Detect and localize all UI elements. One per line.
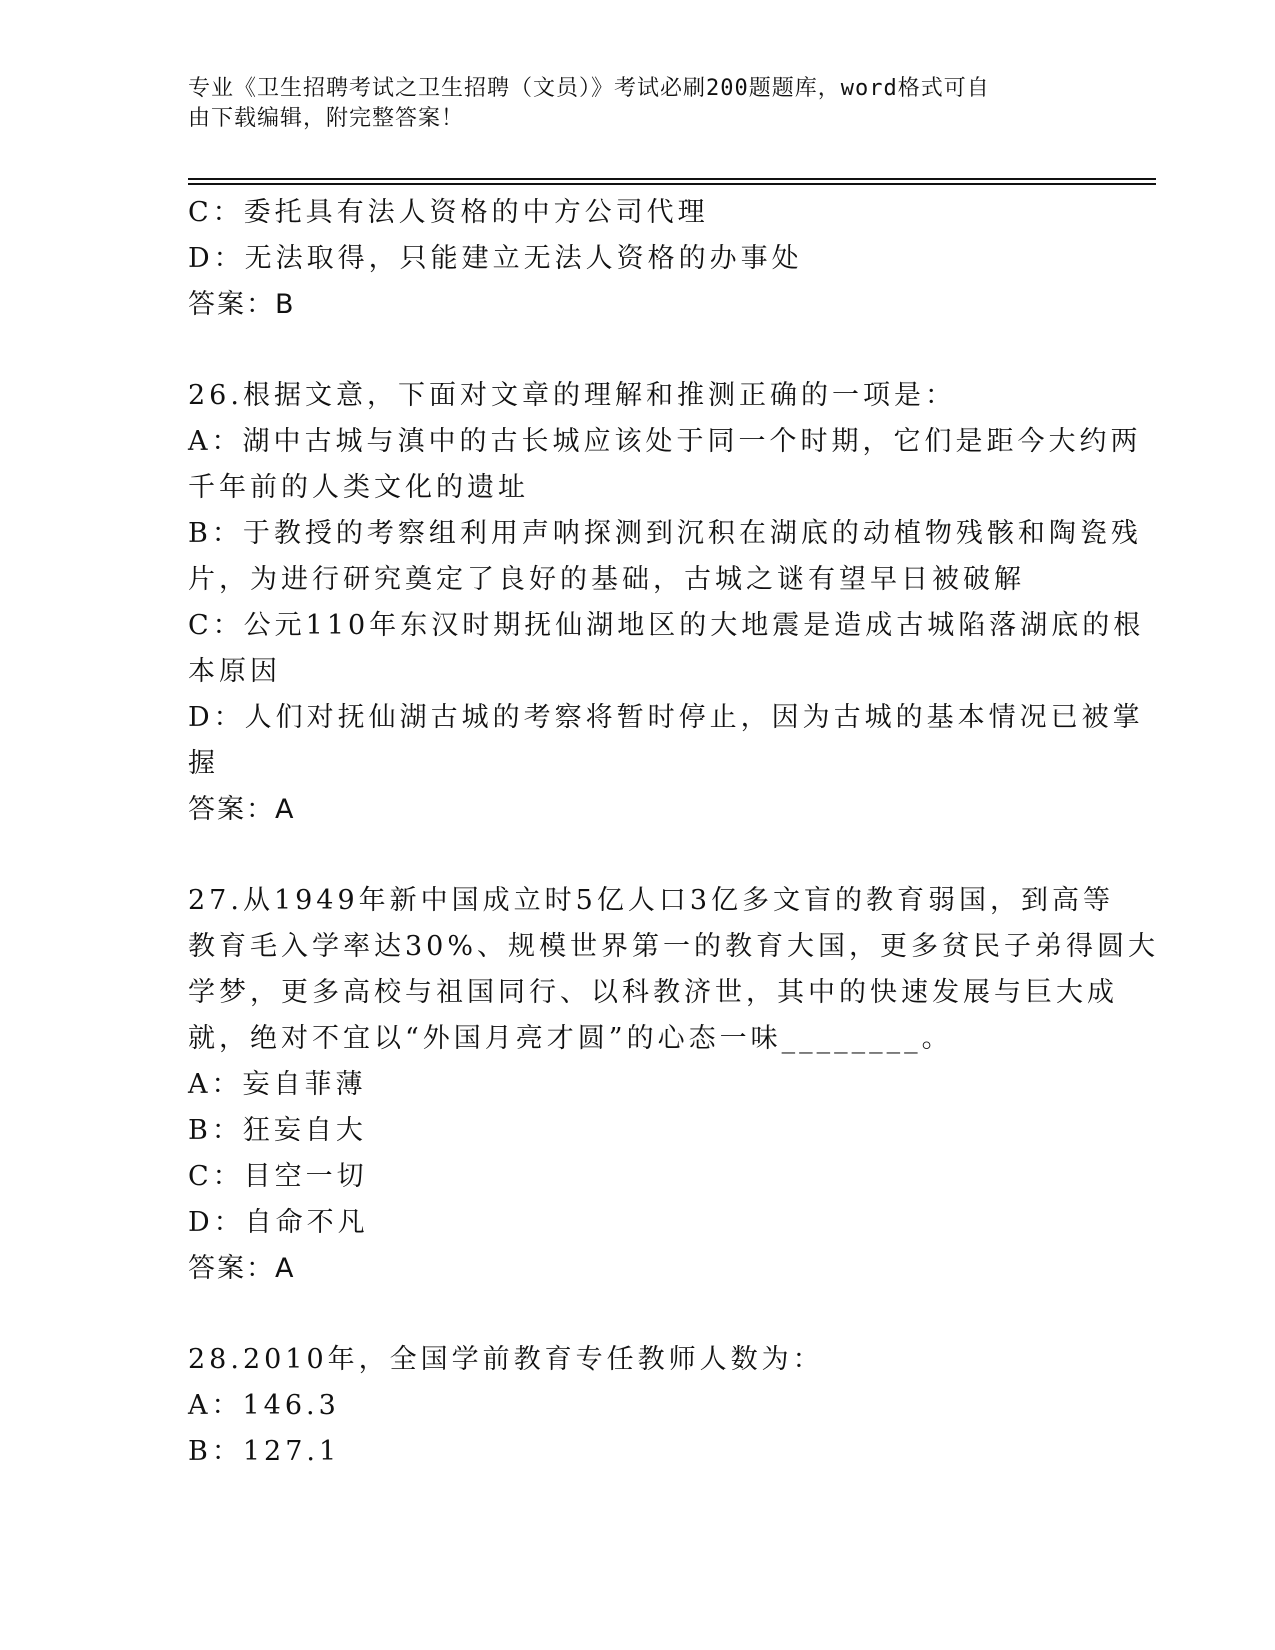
- option-b-line-2: 片，为进行研究奠定了良好的基础，古城之谜有望早日被破解: [188, 564, 1025, 595]
- option-d-line-1: D：人们对抚仙湖古城的考察将暂时停止，因为古城的基本情况已被掌: [188, 702, 1144, 733]
- header-rule-bottom: [188, 183, 1156, 185]
- answer-line: 答案：A: [188, 794, 296, 825]
- option-d: D：无法取得，只能建立无法人资格的办事处: [188, 243, 803, 274]
- document-header: [188, 74, 1068, 134]
- question-stem-line-4: 就，绝对不宜以“外国月亮才圆”的心态一味________。: [188, 1023, 953, 1054]
- question-stem-line-1: 27.从1949年新中国成立时5亿人口3亿多文盲的教育弱国，到高等: [188, 885, 1115, 916]
- option-b: B：127.1: [188, 1436, 341, 1467]
- option-a-line-1: A：湖中古城与滇中的古长城应该处于同一个时期，它们是距今大约两: [188, 426, 1142, 457]
- option-b: B：狂妄自大: [188, 1115, 367, 1146]
- option-c-line-1: C：公元110年东汉时期抚仙湖地区的大地震是造成古城陷落湖底的根: [188, 610, 1145, 641]
- option-d: D：自命不凡: [188, 1207, 369, 1238]
- question-stem-line-2: 教育毛入学率达30%、规模世界第一的教育大国，更多贫民子弟得圆大: [188, 931, 1160, 962]
- question-stem-line-3: 学梦，更多高校与祖国同行、以科教济世，其中的快速发展与巨大成: [188, 977, 1118, 1008]
- header-rule-top: [188, 178, 1156, 180]
- option-c-line-2: 本原因: [188, 656, 281, 687]
- header-line-1: 专业《卫生招聘考试之卫生招聘（文员）》考试必刷200题题库，word格式可自: [188, 76, 990, 101]
- option-a: A：146.3: [188, 1390, 340, 1421]
- header-line-2: 由下载编辑，附完整答案！: [188, 106, 465, 131]
- question-stem: 26.根据文意，下面对文章的理解和推测正确的一项是：: [188, 380, 956, 411]
- document-body: [188, 190, 1160, 1475]
- option-d-line-2: 握: [188, 748, 219, 779]
- option-a-line-2: 千年前的人类文化的遗址: [188, 472, 529, 503]
- answer-line: 答案：A: [188, 1253, 296, 1284]
- question-27: [188, 878, 1160, 1292]
- option-c: C：目空一切: [188, 1161, 368, 1192]
- question-28: [188, 1337, 1088, 1475]
- question-26: [188, 373, 1145, 833]
- question-25-tail: [188, 190, 1088, 328]
- question-stem: 28.2010年，全国学前教育专任教师人数为：: [188, 1344, 824, 1375]
- answer-line: 答案：B: [188, 289, 296, 320]
- option-b-line-1: B：于教授的考察组利用声呐探测到沉积在湖底的动植物残骸和陶瓷残: [188, 518, 1142, 549]
- option-c: C：委托具有法人资格的中方公司代理: [188, 197, 709, 228]
- option-a: A：妄自菲薄: [188, 1069, 367, 1100]
